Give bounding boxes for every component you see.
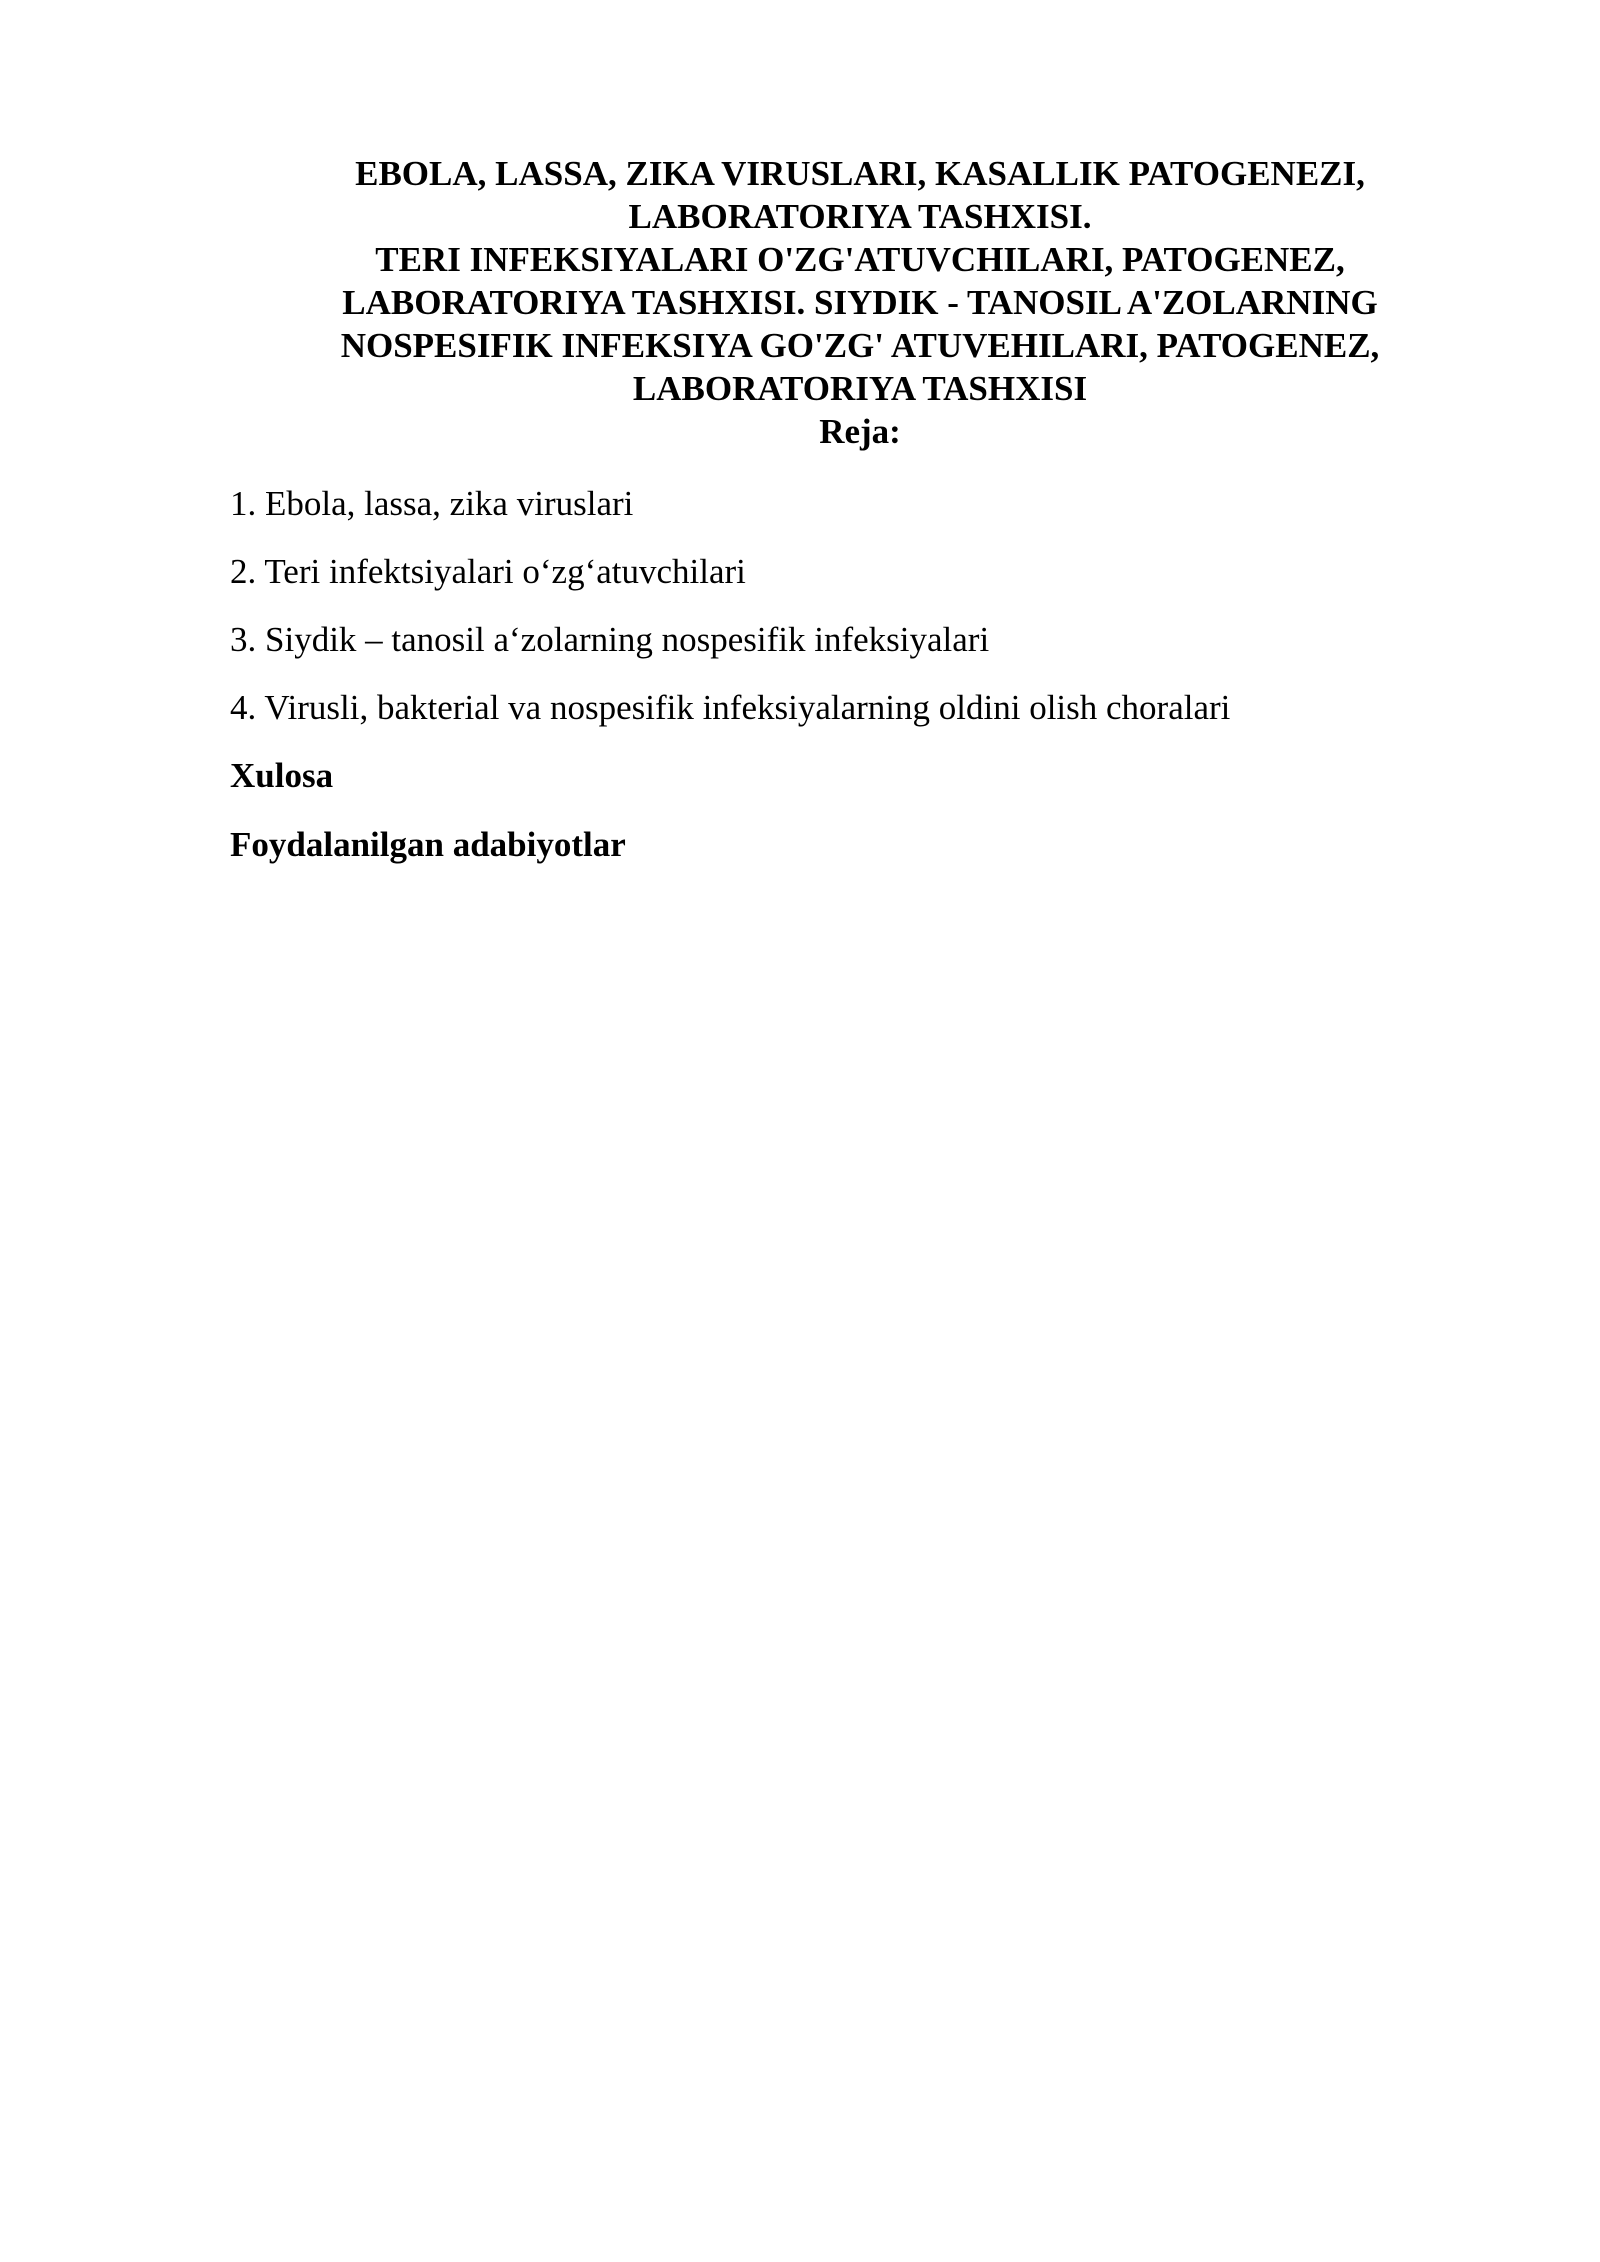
title-line: LABORATORIYA TASHXISI. [628, 197, 1092, 236]
plan-item: 4. Virusli, bakterial va nospesifik infeksiyalarning oldini olish choralari [230, 688, 1231, 727]
title-line: LABORATORIYA TASHXISI [632, 369, 1088, 408]
title-line: NOSPESIFIK INFEKSIYA GO'ZG' ATUVEHILARI, PATOGENEZ, [340, 326, 1380, 365]
plan-list [230, 478, 1430, 750]
document-title [280, 152, 1440, 453]
conclusion-heading: Xulosa [230, 756, 334, 795]
plan-item: 1. Ebola, lassa, zika viruslari [230, 484, 634, 523]
title-line: LABORATORIYA TASHXISI. SIYDIK - TANOSIL A'ZOLARNING [342, 283, 1378, 322]
references-heading: Foydalanilgan adabiyotlar [230, 825, 626, 864]
plan-heading: Reja: [819, 412, 901, 451]
plan-item: 3. Siydik – tanosil a‘zolarning nospesifik infeksiyalari [230, 620, 990, 659]
title-line: EBOLA, LASSA, ZIKA VIRUSLARI, KASALLIK PATOGENEZI, [355, 154, 1365, 193]
plan-item: 2. Teri infektsiyalari o‘zg‘atuvchilari [230, 552, 746, 591]
title-line: TERI INFEKSIYALARI O'ZG'ATUVCHILARI, PATOGENEZ, [375, 240, 1345, 279]
